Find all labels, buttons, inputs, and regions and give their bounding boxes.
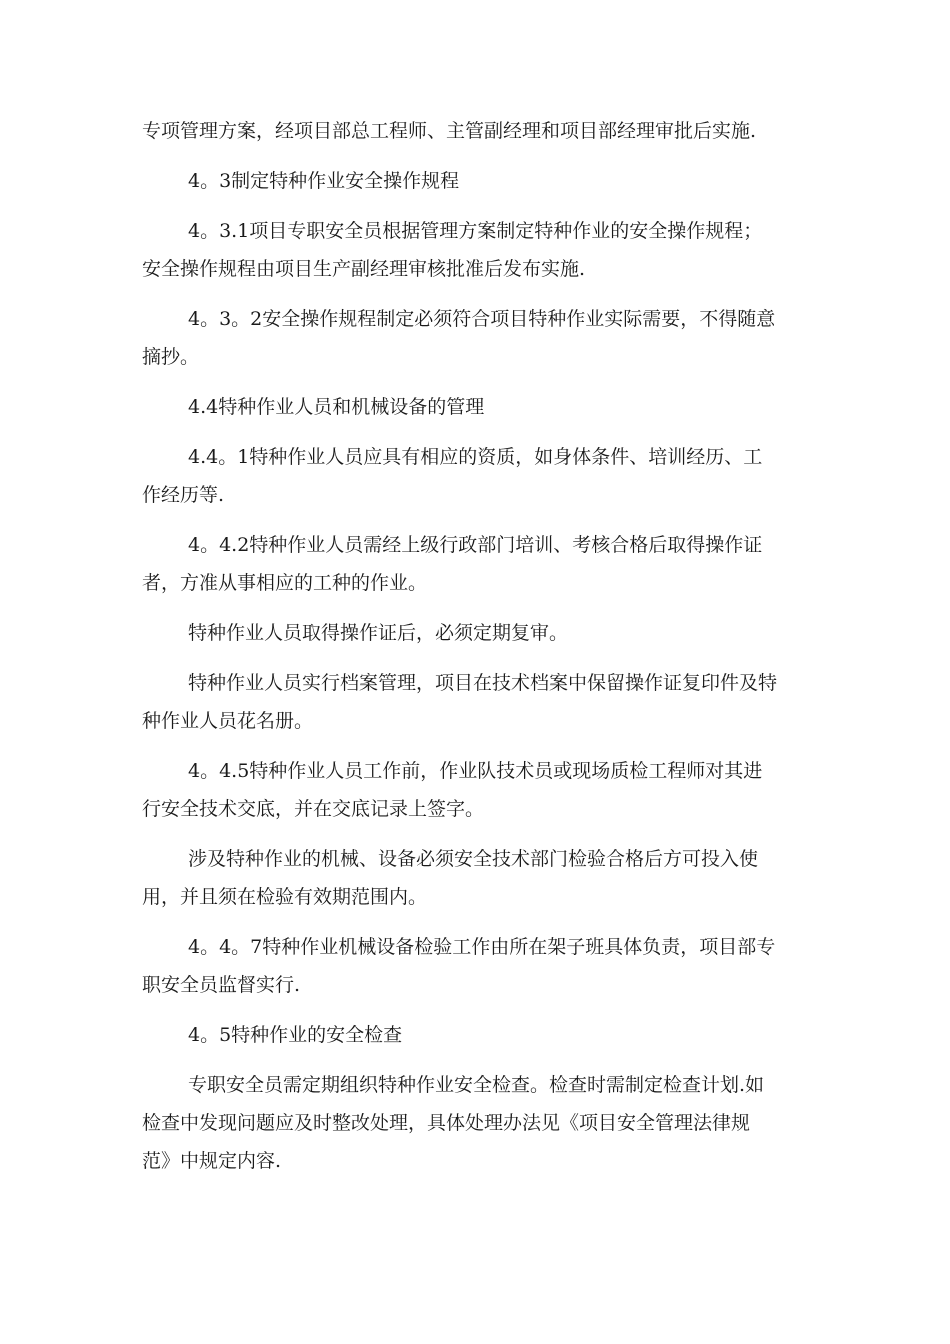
text-line: 4。5特种作业的安全检查 [188, 1024, 403, 1046]
text-line: 4。4。7特种作业机械设备检验工作由所在架子班具体负责，项目部专 [188, 936, 776, 958]
paragraph [142, 112, 820, 150]
text-line: 特种作业人员取得操作证后，必须定期复审。 [188, 622, 569, 644]
document-body [142, 112, 820, 1180]
text-line: 行安全技术交底，并在交底记录上签字。 [142, 798, 485, 820]
text-line: 范》中规定内容. [142, 1150, 282, 1172]
paragraph [142, 614, 820, 652]
paragraph [142, 212, 820, 288]
text-line: 4。4.2特种作业人员需经上级行政部门培训、考核合格后取得操作证 [188, 534, 763, 556]
text-line: 种作业人员花名册。 [142, 710, 314, 732]
text-line: 4。3.1项目专职安全员根据管理方案制定特种作业的安全操作规程； [188, 220, 763, 242]
paragraph [142, 300, 820, 376]
text-line: 特种作业人员实行档案管理，项目在技术档案中保留操作证复印件及特 [188, 672, 778, 694]
text-line: 专项管理方案，经项目部总工程师、主管副经理和项目部经理审批后实施. [142, 120, 757, 142]
text-line: 用，并且须在检验有效期范围内。 [142, 886, 428, 908]
text-line: 安全操作规程由项目生产副经理审核批准后发布实施. [142, 258, 586, 280]
paragraph [142, 526, 820, 602]
paragraph [142, 840, 820, 916]
section-heading [142, 162, 820, 200]
paragraph [142, 664, 820, 740]
section-heading [142, 388, 820, 426]
section-heading [142, 1016, 820, 1054]
text-line: 4.4。1特种作业人员应具有相应的资质，如身体条件、培训经历、工 [188, 446, 763, 468]
text-line: 专职安全员需定期组织特种作业安全检查。检查时需制定检查计划.如 [188, 1074, 765, 1096]
text-line: 作经历等. [142, 484, 225, 506]
paragraph [142, 1066, 820, 1180]
text-line: 职安全员监督实行. [142, 974, 301, 996]
text-line: 摘抄。 [142, 346, 200, 368]
text-line: 4。4.5特种作业人员工作前，作业队技术员或现场质检工程师对其进 [188, 760, 763, 782]
text-line: 涉及特种作业的机械、设备必须安全技术部门检验合格后方可投入使 [188, 848, 759, 870]
text-line: 4。3。2安全操作规程制定必须符合项目特种作业实际需要，不得随意 [188, 308, 776, 330]
paragraph [142, 752, 820, 828]
paragraph [142, 438, 820, 514]
paragraph [142, 928, 820, 1004]
text-line: 4。3制定特种作业安全操作规程 [188, 170, 460, 192]
text-line: 4.4特种作业人员和机械设备的管理 [188, 396, 485, 418]
text-line: 检查中发现问题应及时整改处理，具体处理办法见《项目安全管理法律规 [142, 1112, 751, 1134]
text-line: 者，方准从事相应的工种的作业。 [142, 572, 428, 594]
